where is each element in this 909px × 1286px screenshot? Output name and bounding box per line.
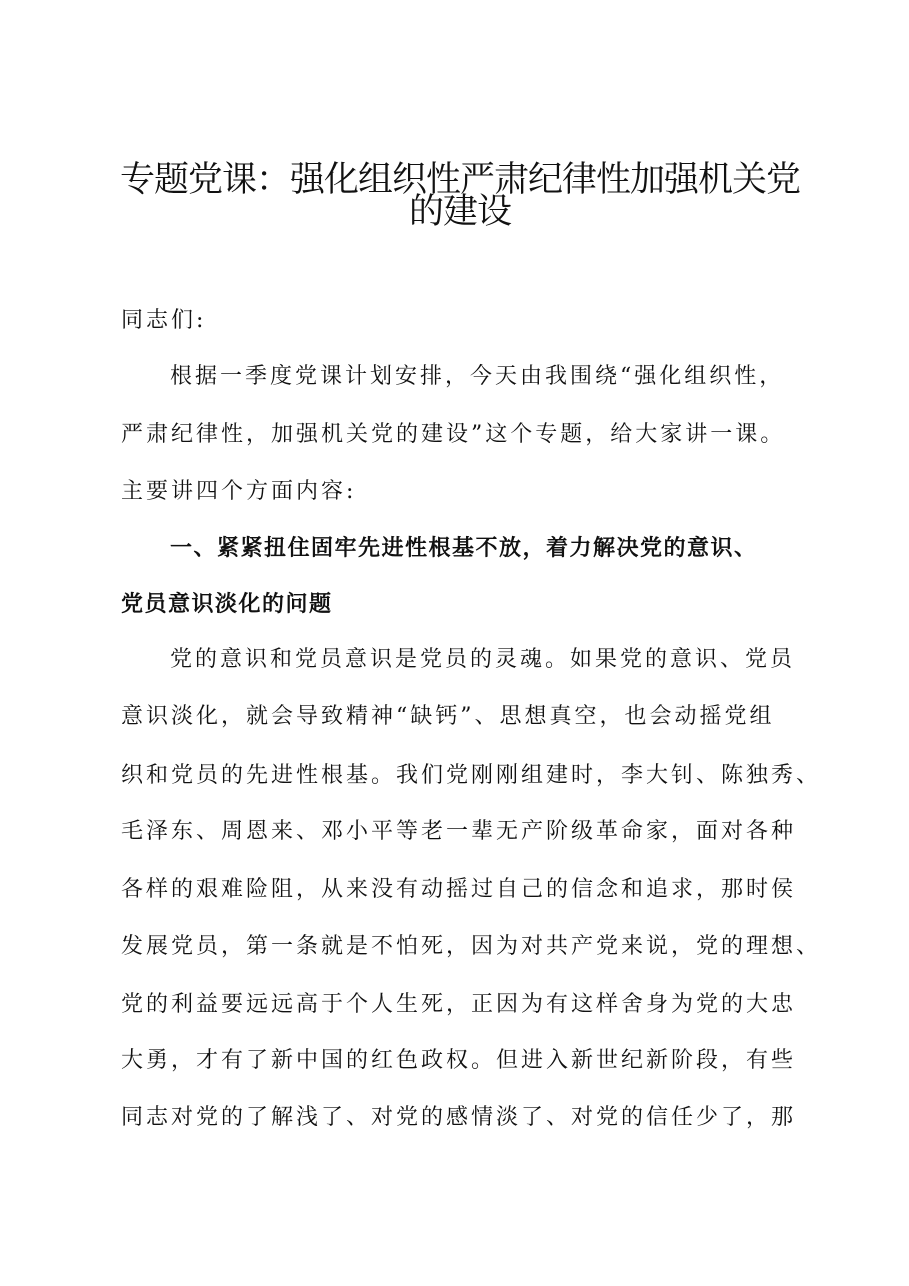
body-line-4: 毛泽东、周恩来、邓小平等老一辈无产阶级革命家，面对各种 [121,819,797,844]
body-line-2: 意识淡化，就会导致精神“缺钙”、思想真空，也会动摇党组 [121,704,775,729]
intro-line-2: 严肃纪律性，加强机关党的建设”这个专题，给大家讲一课。 [121,422,786,447]
body-line-1: 党的意识和党员意识是党员的灵魂。如果党的意识、党员 [170,647,796,672]
section-heading-1-line-2: 党员意识淡化的问题 [121,592,333,617]
body-line-8: 大勇，才有了新中国的红色政权。但进入新世纪新阶段，有些 [121,1048,797,1073]
document-title-line-2: 的建设 [408,192,511,232]
body-line-9: 同志对党的了解浅了、对党的感情淡了、对党的信任少了，那 [121,1105,797,1130]
body-line-5: 各样的艰难险阻，从来没有动摇过自己的信念和追求，那时侯 [121,877,797,902]
intro-line-1: 根据一季度党课计划安排，今天由我围绕“强化组织性， [170,364,785,389]
body-line-7: 党的利益要远远高于个人生死，正因为有这样舍身为党的大忠 [121,992,797,1017]
body-line-3: 织和党员的先进性根基。我们党刚刚组建时，李大钊、陈独秀、 [121,763,822,788]
document-title-line-1: 专题党课：强化组织性严肃纪律性加强机关党 [119,160,800,200]
salutation: 同志们: [121,308,207,333]
body-line-6: 发展党员，第一条就是不怕死，因为对共产党来说，党的理想、 [121,934,822,959]
intro-line-3: 主要讲四个方面内容: [121,479,357,504]
section-heading-1-line-1: 一、紧紧扭住固牢先进性根基不放，着力解决党的意识、 [170,536,758,561]
